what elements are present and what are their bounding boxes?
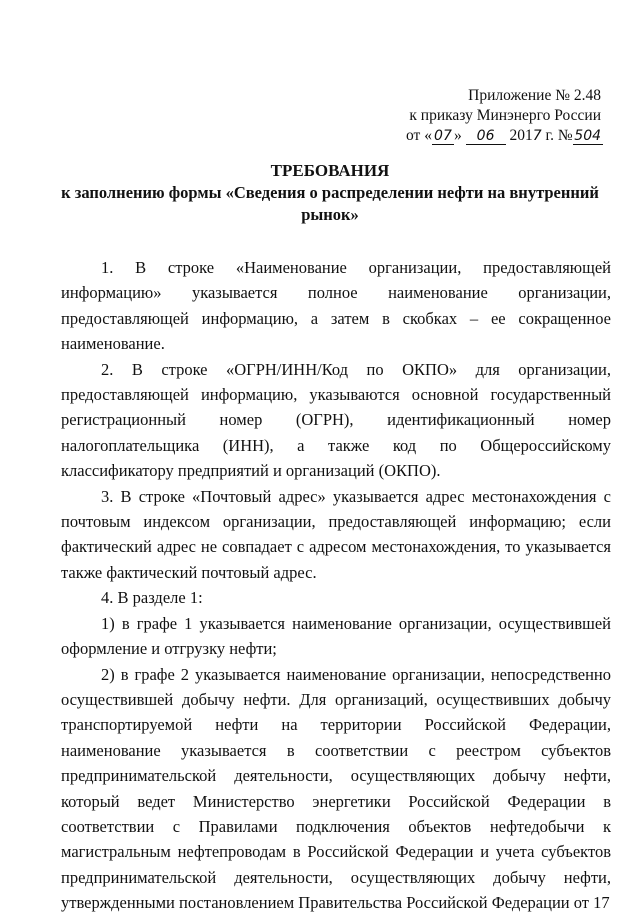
appendix-header	[406, 86, 601, 146]
order-month: 06	[466, 128, 506, 145]
year-prefix: 201	[505, 127, 533, 144]
order-reference-line: к приказу Минэнерго России	[409, 107, 601, 124]
document-title: ТРЕБОВАНИЯ	[270, 161, 390, 180]
paragraph-4-item-1: 1) в графе 1 указывается наименование организации, осуществившей оформление и отгрузку нефти;	[61, 613, 611, 659]
order-day: 07	[432, 128, 454, 145]
date-mid: »	[453, 127, 466, 144]
date-suffix: г. №	[541, 127, 573, 144]
order-year-digit: 7	[532, 128, 542, 144]
appendix-line: Приложение № 2.48	[468, 87, 601, 104]
document-subtitle: к заполнению формы «Сведения о распределении нефти на внутренний рынок»	[61, 183, 599, 224]
paragraph-1: 1. В строке «Наименование организации, предоставляющей информацию» указывается полное наименование организации, предоставляющей информацию, а затем в скобках – ее сокращенное наименование.	[61, 258, 611, 354]
date-prefix: от «	[406, 127, 432, 144]
paragraph-2: 2. В строке «ОГРН/ИНН/Код по ОКПО» для организации, предоставляющей информацию, указываются основной государственный регистрационный номер (ОГРН), идентификационный номер налогоплательщика (ИНН), а также код по Общероссийскому классификатору предприятий и организаций (ОКПО).	[61, 359, 611, 481]
document-body	[61, 255, 611, 916]
paragraph-4-item-2: 2) в графе 2 указывается наименование организации, непосредственно осуществившей добычу нефти. Для организаций, осуществивших добычу транспортируемой нефти на территории Российской Федерации, наименование указывается в соответствии с реестром субъектов предпринимательской деятельности, осуществляющих добычу нефти, который ведет Министерство энергетики Российской Федерации в соответствии с Правилами подключения объектов нефтедобычи к магистральным нефтепроводам в Российской Федерации и учета субъектов предпринимательской деятельности, осуществляющих добычу нефти, утвержденными постановлением Правительства Российской Федерации от 17	[61, 664, 611, 913]
order-number: 504	[574, 128, 602, 144]
paragraph-4: 4. В разделе 1:	[101, 588, 203, 608]
order-date-line	[406, 126, 601, 146]
paragraph-3: 3. В строке «Почтовый адрес» указывается адрес местонахождения с почтовым индексом организации, предоставляющей информацию; если фактический адрес не совпадает с адресом местонахождения, то указывается также фактический почтовый адрес.	[61, 486, 611, 582]
